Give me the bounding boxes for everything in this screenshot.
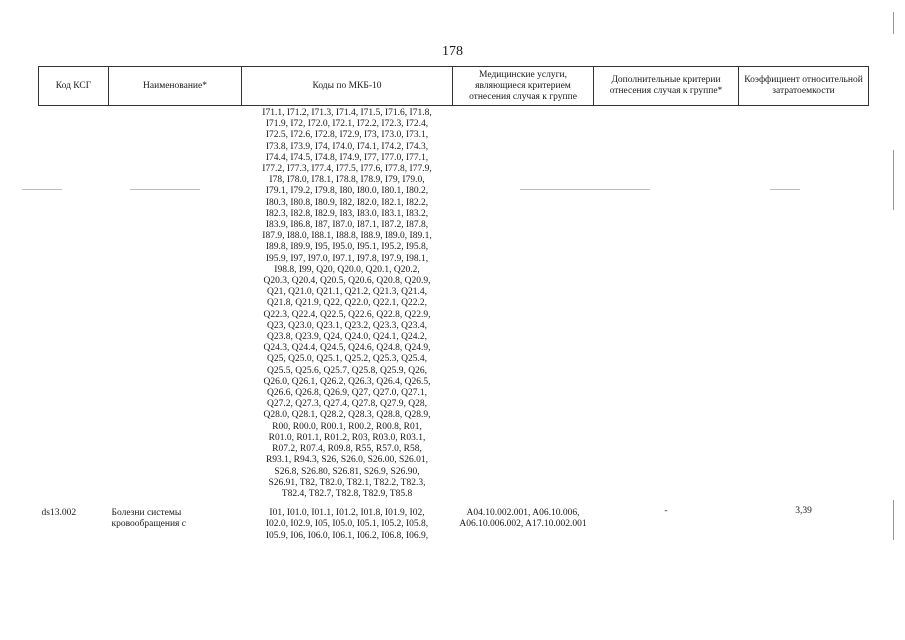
- mkb-code-line: Q28.0, Q28.1, Q28.2, Q28.3, Q28.8, Q28.9,: [263, 410, 431, 421]
- service-line: A04.10.002.001, A06.10.006,: [466, 508, 580, 519]
- cell-extra: -: [664, 506, 668, 517]
- service-line: A06.10.006.002, A17.10.002.001: [459, 519, 587, 530]
- mkb-code-line: R00, R00.0, R00.1, R00.2, R00.8, R01,: [272, 421, 422, 432]
- mkb-code-line: Q27.2, Q27.3, Q27.4, Q27.8, Q27.9, Q28,: [267, 399, 427, 410]
- cell-services: [453, 106, 594, 501]
- mkb-code-line: I02.0, I02.9, I05, I05.0, I05.1, I05.2, I05.8,: [265, 519, 429, 530]
- table-row-continuation: [39, 106, 869, 501]
- cell-mkb-codes: [242, 500, 453, 542]
- mkb-code-line: S26.8, S26.80, S26.81, S26.9, S26.90,: [274, 466, 420, 477]
- scan-edge-mark: [893, 500, 894, 540]
- header-extra-criteria: Дополнительные критерии отнесения случая к группе*: [594, 67, 739, 106]
- cell-extra: [594, 106, 739, 501]
- name-line: Болезни системы: [111, 508, 182, 519]
- mkb-code-line: T82.4, T82.7, T82.8, T82.9, T85.8: [281, 488, 413, 499]
- ksg-table: [38, 66, 869, 542]
- mkb-code-line: I82.3, I82.8, I82.9, I83, I83.0, I83.1, I83.2,: [265, 208, 429, 219]
- scan-edge-mark: [893, 150, 894, 210]
- name-line: кровообращения с: [111, 519, 186, 530]
- cell-code: ds13.002: [41, 508, 77, 519]
- page-number: 178: [442, 44, 463, 59]
- mkb-code-line: I05.9, I06, I06.0, I06.1, I06.2, I06.8, I06.9,: [265, 530, 429, 541]
- mkb-code-line: R01.0, R01.1, R01.2, R03, R03.0, R03.1,: [268, 432, 426, 443]
- mkb-code-line: I79.1, I79.2, I79.8, I80, I80.0, I80.1, I80.2,: [265, 186, 429, 197]
- mkb-code-line: Q26.0, Q26.1, Q26.2, Q26.3, Q26.4, Q26.5,: [263, 376, 431, 387]
- mkb-code-line: I73.8, I73.9, I74, I74.0, I74.1, I74.2, I74.3,: [265, 141, 429, 152]
- mkb-code-line: I78, I78.0, I78.1, I78.8, I78.9, I79, I79.0,: [269, 175, 425, 186]
- mkb-code-line: R07.2, R07.4, R09.8, R55, R57.0, R58,: [272, 444, 422, 455]
- mkb-code-line: I89.8, I89.9, I95, I95.0, I95.1, I95.2, I95.8,: [265, 242, 429, 253]
- mkb-code-line: I83.9, I86.8, I87, I87.0, I87.1, I87.2, I87.8,: [265, 220, 429, 231]
- mkb-code-line: I87.9, I88.0, I88.1, I88.8, I88.9, I89.0, I89.1,: [262, 231, 432, 242]
- header-services: Медицинские услуги, являющиеся критерием отнесения случая к группе: [453, 67, 594, 106]
- mkb-code-line: I71.9, I72, I72.0, I72.1, I72.2, I72.3, I72.4,: [265, 119, 429, 130]
- mkb-code-line: Q26.6, Q26.8, Q26.9, Q27, Q27.0, Q27.1,: [267, 388, 427, 399]
- cell-code: [39, 106, 109, 501]
- header-mkb-codes: Коды по МКБ-10: [242, 67, 453, 106]
- mkb-code-line: Q20.3, Q20.4, Q20.5, Q20.6, Q20.8, Q20.9,: [263, 276, 431, 287]
- mkb-code-line: I74.4, I74.5, I74.8, I74.9, I77, I77.0, I77.1,: [265, 152, 429, 163]
- mkb-code-line: I71.1, I71.2, I71.3, I71.4, I71.5, I71.6, I71.8,: [262, 108, 432, 118]
- mkb-code-line: Q21.8, Q21.9, Q22, Q22.0, Q22.1, Q22.2,: [267, 298, 427, 309]
- cell-coefficient: 3,39: [795, 506, 812, 517]
- cell-name: [109, 106, 242, 501]
- mkb-code-line: I01, I01.0, I01.1, I01.2, I01.8, I01.9, I02,: [269, 508, 425, 519]
- mkb-code-line: R93.1, R94.3, S26, S26.0, S26.00, S26.01,: [265, 455, 429, 466]
- scan-edge-mark: [893, 12, 894, 34]
- mkb-code-line: Q23, Q23.0, Q23.1, Q23.2, Q23.3, Q23.4,: [267, 320, 427, 331]
- mkb-codes-list: [245, 106, 450, 500]
- mkb-code-line: Q22.3, Q22.4, Q22.5, Q22.6, Q22.8, Q22.9,: [263, 309, 431, 320]
- header-coefficient: Коэффициент относительной затратоемкости: [739, 67, 869, 106]
- header-name: Наименование*: [109, 67, 242, 106]
- mkb-code-line: Q21, Q21.0, Q21.1, Q21.2, Q21.3, Q21.4,: [267, 287, 427, 298]
- mkb-code-line: Q23.8, Q23.9, Q24, Q24.0, Q24.1, Q24.2,: [267, 332, 427, 343]
- mkb-code-line: Q24.3, Q24.4, Q24.5, Q24.6, Q24.8, Q24.9,: [263, 343, 431, 354]
- mkb-code-line: I98.8, I99, Q20, Q20.0, Q20.1, Q20.2,: [274, 264, 420, 275]
- cell-services: [453, 500, 594, 542]
- table-row: [39, 500, 869, 542]
- cell-coefficient: [739, 106, 869, 501]
- mkb-code-line: I72.5, I72.6, I72.8, I72.9, I73, I73.0, I73.1,: [265, 130, 429, 141]
- mkb-code-line: I80.3, I80.8, I80.9, I82, I82.0, I82.1, I82.2,: [265, 197, 429, 208]
- table-header-row: [39, 67, 869, 106]
- cell-mkb-codes: [242, 106, 453, 501]
- mkb-code-line: Q25.5, Q25.6, Q25.7, Q25.8, Q25.9, Q26,: [267, 365, 427, 376]
- mkb-code-line: S26.91, T82, T82.0, T82.1, T82.2, T82.3,: [268, 477, 426, 488]
- cell-name: [109, 500, 242, 542]
- header-code: Код КСГ: [39, 67, 109, 106]
- mkb-code-line: I77.2, I77.3, I77.4, I77.5, I77.6, I77.8, I77.9,: [262, 164, 432, 175]
- mkb-code-line: Q25, Q25.0, Q25.1, Q25.2, Q25.3, Q25.4,: [267, 354, 427, 365]
- mkb-code-line: I95.9, I97, I97.0, I97.1, I97.8, I97.9, I98.1,: [265, 253, 429, 264]
